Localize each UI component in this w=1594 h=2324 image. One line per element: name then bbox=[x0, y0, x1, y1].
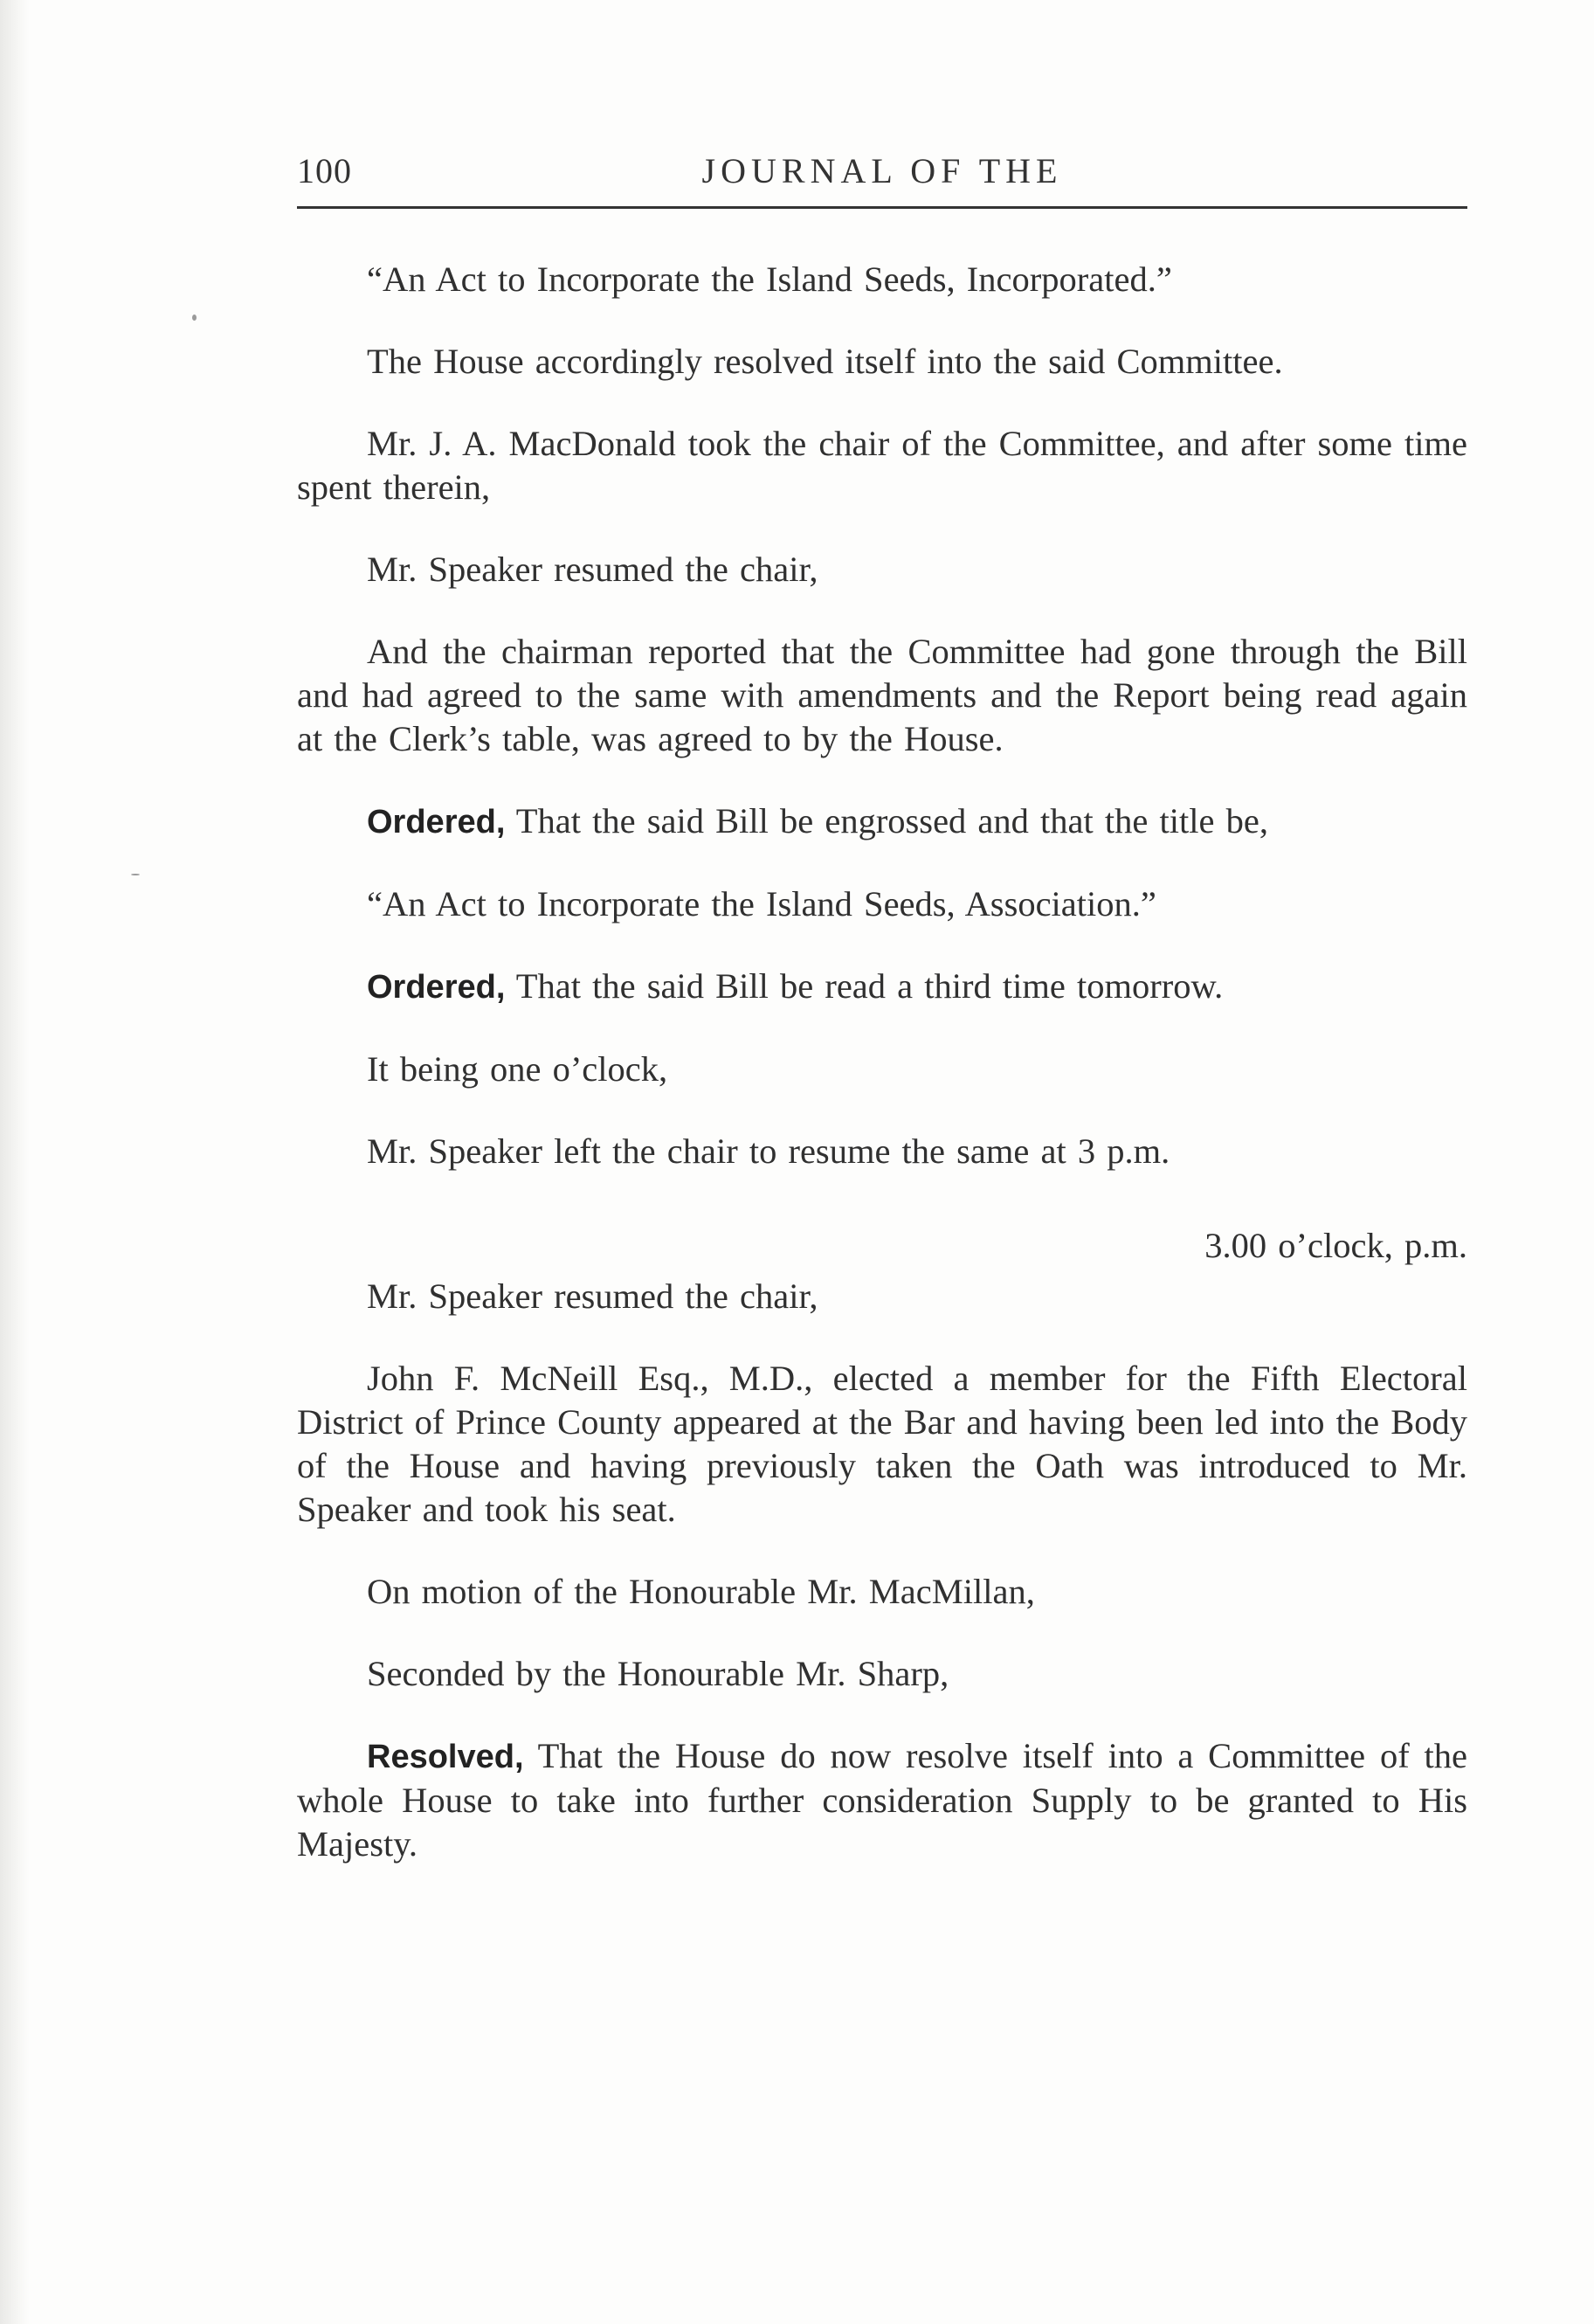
paragraph-text: Mr. Speaker resumed the chair, bbox=[367, 1276, 818, 1316]
journal-body bbox=[297, 258, 1467, 1905]
paragraph-house-resolved bbox=[297, 340, 1467, 384]
paragraph-text: That the House do now resolve itself into a Committee of the whole House to take into further consideration Supply to be granted to His Majesty. bbox=[297, 1736, 1467, 1864]
paragraph-speaker-resumed-afternoon bbox=[297, 1275, 1467, 1318]
paragraph-text: Mr. J. A. MacDonald took the chair of the Committee, and after some time spent therein, bbox=[297, 424, 1467, 507]
paragraph-lead: Resolved, bbox=[367, 1739, 524, 1775]
paragraph-text: It being one o’clock, bbox=[367, 1049, 668, 1089]
paper-speck bbox=[131, 874, 140, 875]
paragraph-seconded-sharp bbox=[297, 1652, 1467, 1696]
paragraph-text: And the chairman reported that the Committee had gone through the Bill and had agreed to the same with amendments and the Report being read again at the Clerk’s table, was agreed to by the House. bbox=[297, 632, 1467, 758]
paper-speck bbox=[192, 315, 197, 321]
header-rule bbox=[297, 206, 1467, 209]
time-stamp bbox=[297, 1224, 1467, 1268]
paragraph-ordered-third-reading bbox=[297, 965, 1467, 1009]
paragraph-resolved-supply bbox=[297, 1734, 1467, 1866]
paragraph-chairman-reported bbox=[297, 630, 1467, 761]
paragraph-macdonald-chair bbox=[297, 422, 1467, 509]
paragraph-motion-macmillan bbox=[297, 1570, 1467, 1614]
time-stamp-text: 3.00 o’clock, p.m. bbox=[1204, 1226, 1467, 1265]
paragraph-text: John F. McNeill Esq., M.D., elected a member for the Fifth Electoral District of Prince County appeared at the Bar and having been led into the Body of the House and having previously taken the Oath was introduced to Mr. Speaker and took his seat. bbox=[297, 1359, 1467, 1529]
paragraph-text: “An Act to Incorporate the Island Seeds, Association.” bbox=[367, 884, 1156, 923]
paragraph-text: That the said Bill be engrossed and that the title be, bbox=[505, 801, 1268, 840]
page-number: 100 bbox=[297, 151, 352, 190]
paragraph-text: “An Act to Incorporate the Island Seeds, Incorporated.” bbox=[367, 259, 1172, 299]
page-header bbox=[297, 150, 1467, 203]
paragraph-text: The House accordingly resolved itself into the said Committee. bbox=[367, 342, 1283, 381]
paragraph-one-oclock bbox=[297, 1048, 1467, 1091]
paragraph-mcneill-introduced bbox=[297, 1357, 1467, 1532]
paragraph-lead: Ordered, bbox=[367, 804, 506, 840]
paragraph-ordered-engrossed bbox=[297, 799, 1467, 844]
paragraph-text: Mr. Speaker left the chair to resume the same at 3 p.m. bbox=[367, 1131, 1170, 1171]
paragraph-act-title-association bbox=[297, 882, 1467, 926]
paragraph-speaker-resumed bbox=[297, 548, 1467, 591]
running-head: JOURNAL OF THE bbox=[701, 151, 1063, 190]
paragraph-text: On motion of the Honourable Mr. MacMillan, bbox=[367, 1572, 1035, 1611]
paragraph-act-title-incorporated bbox=[297, 258, 1467, 301]
paragraph-lead: Ordered, bbox=[367, 969, 506, 1006]
paragraph-text: That the said Bill be read a third time tomorrow. bbox=[505, 966, 1224, 1006]
paragraph-text: Mr. Speaker resumed the chair, bbox=[367, 550, 818, 589]
page-edge-shadow bbox=[0, 0, 30, 2324]
paragraph-text: Seconded by the Honourable Mr. Sharp, bbox=[367, 1654, 949, 1693]
paragraph-speaker-left bbox=[297, 1130, 1467, 1173]
